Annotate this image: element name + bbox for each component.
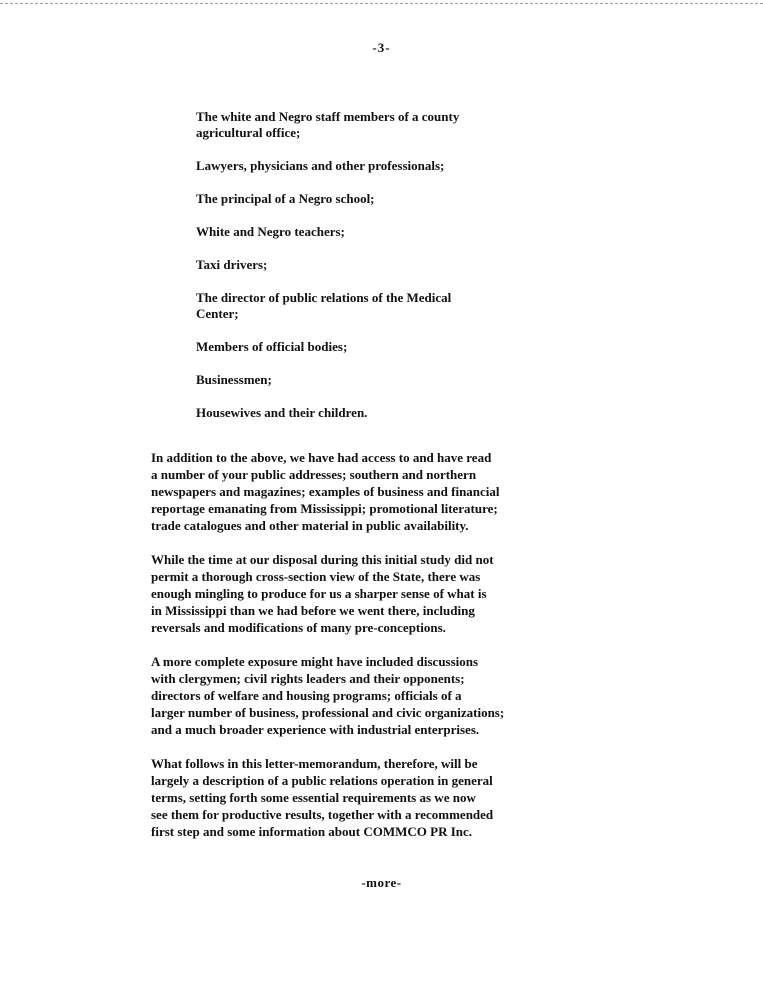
- paragraph-line: newspapers and magazines; examples of business and financial: [151, 484, 500, 499]
- paragraph-line: terms, setting forth some essential requirements as we now: [151, 790, 476, 805]
- paragraph-line: reversals and modifications of many pre-conceptions.: [151, 620, 446, 635]
- paragraph-line: largely a description of a public relations operation in general: [151, 773, 493, 788]
- paragraph-line: first step and some information about COMMCO PR Inc.: [151, 824, 473, 839]
- paragraph-line: In addition to the above, we have had access to and have read: [151, 450, 492, 465]
- contact-list: [196, 109, 576, 421]
- paragraph-line: While the time at our disposal during this initial study did not: [151, 552, 494, 567]
- list-item: [196, 339, 576, 355]
- list-item-line: Center;: [196, 306, 239, 321]
- paragraph-additional-sources: [151, 449, 651, 534]
- list-item: [196, 372, 576, 388]
- list-item-line: Housewives and their children.: [196, 405, 368, 420]
- paragraph-line: with clergymen; civil rights leaders and their opponents;: [151, 671, 465, 686]
- memo-body: [151, 449, 651, 840]
- paragraph-what-follows: [151, 755, 651, 840]
- paragraph-line: What follows in this letter-memorandum, therefore, will be: [151, 756, 478, 771]
- list-item: [196, 191, 576, 207]
- paragraph-line: see them for productive results, together with a recommended: [151, 807, 494, 822]
- list-item-line: Members of official bodies;: [196, 339, 348, 354]
- paragraph-line: larger number of business, professional and civic organizations;: [151, 705, 505, 720]
- paragraph-line: A more complete exposure might have included discussions: [151, 654, 479, 669]
- list-item-line: The principal of a Negro school;: [196, 191, 375, 206]
- list-item-line: Lawyers, physicians and other professionals;: [196, 158, 445, 173]
- top-edge-dashed-line: [0, 3, 763, 4]
- paragraph-line: and a much broader experience with industrial enterprises.: [151, 722, 480, 737]
- list-item-line: The director of public relations of the Medical: [196, 290, 452, 305]
- paragraph-line: enough mingling to produce for us a sharper sense of what is: [151, 586, 487, 601]
- paragraph-line: reportage emanating from Mississippi; promotional literature;: [151, 501, 498, 516]
- continuation-marker: -more-: [361, 875, 402, 890]
- list-item-line: agricultural office;: [196, 125, 301, 140]
- list-item: [196, 224, 576, 240]
- list-item: [196, 109, 576, 141]
- paragraph-line: a number of your public addresses; southern and northern: [151, 467, 477, 482]
- list-item-line: Businessmen;: [196, 372, 272, 387]
- list-item: [196, 405, 576, 421]
- list-item: [196, 290, 576, 322]
- paragraph-line: directors of welfare and housing programs; officials of a: [151, 688, 462, 703]
- list-item-line: White and Negro teachers;: [196, 224, 345, 239]
- list-item: [196, 257, 576, 273]
- list-item-line: The white and Negro staff members of a county: [196, 109, 460, 124]
- paragraph-line: in Mississippi than we had before we went there, including: [151, 603, 475, 618]
- paragraph-study-limits: [151, 551, 651, 636]
- list-item-line: Taxi drivers;: [196, 257, 268, 272]
- paragraph-complete-exposure: [151, 653, 651, 738]
- paragraph-line: permit a thorough cross-section view of the State, there was: [151, 569, 481, 584]
- paragraph-line: trade catalogues and other material in public availability.: [151, 518, 469, 533]
- page-number: -3-: [372, 40, 391, 55]
- list-item: [196, 158, 576, 174]
